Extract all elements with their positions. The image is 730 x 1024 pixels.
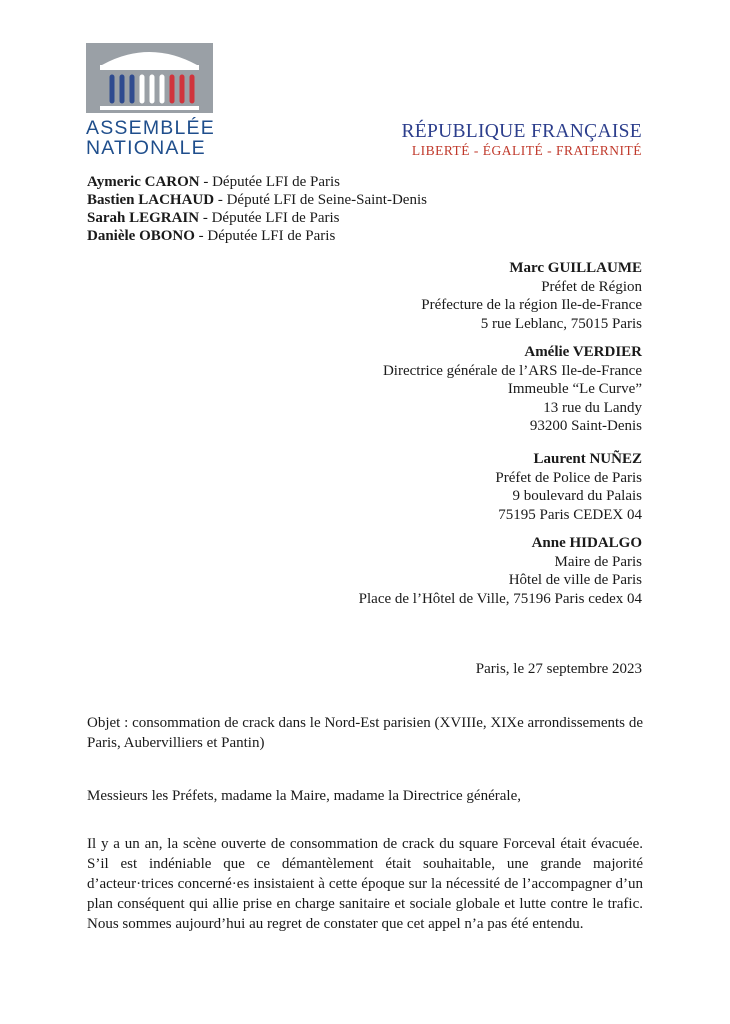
recipient-line: Immeuble “Le Curve”: [507, 381, 642, 397]
sender-role: - Députée LFI de Paris: [199, 174, 340, 190]
logo-line-1: ASSEMBLÉE: [86, 117, 215, 139]
sender-line: [87, 227, 427, 245]
recipient-line: Maire de Paris: [554, 553, 642, 570]
recipient-line: Préfet de Région: [541, 278, 642, 295]
republique-header: [401, 121, 642, 159]
recipient-line: Hôtel de ville de Paris: [508, 572, 642, 588]
sender-name: Bastien LACHAUD: [87, 192, 215, 208]
sender-role: - Députée LFI de Paris: [199, 210, 340, 226]
hemicycle-icon: [86, 43, 213, 113]
senders-block: [87, 173, 427, 245]
recipient-line: Préfet de Police de Paris: [495, 469, 642, 486]
recipient-line: 93200 Saint-Denis: [529, 418, 642, 434]
letter-salutation: Messieurs les Préfets, madame la Maire, madame la Directrice générale,: [87, 788, 521, 804]
recipient-block: [359, 534, 642, 608]
recipient-name: Marc GUILLAUME: [509, 260, 642, 276]
sender-role: - Député LFI de Seine-Saint-Denis: [214, 192, 427, 208]
sender-line: [87, 173, 427, 191]
logo-line-2: NATIONALE: [86, 137, 206, 159]
recipient-block: [421, 259, 642, 333]
sender-name: Danièle OBONO: [87, 228, 195, 244]
republique-title: RÉPUBLIQUE FRANÇAISE: [401, 121, 642, 142]
recipient-block: [383, 343, 642, 436]
letter-body-paragraph: Il y a un an, la scène ouverte de consommation de crack du square Forceval était évacuée. S’il est indéniable que ce démantèlement était souhaitable, une grande majorité d’acteur·trices concerné·es insistaient à cette époque sur la nécessité de l’accompagner d’un plan conséquent qui allie prise en charge sanitaire et sociale globale et lutte contre le trafic. Nous sommes aujourd’hui au regret de constater que cet appel n’a pas été entendu.: [87, 836, 643, 932]
assemblee-nationale-logo: [86, 43, 214, 158]
recipient-line: 9 boulevard du Palais: [512, 488, 642, 504]
recipient-name: Amélie VERDIER: [524, 344, 642, 360]
sender-line: [87, 209, 427, 227]
recipient-line: Directrice générale de l’ARS Ile-de-France: [382, 362, 642, 379]
recipient-line: Place de l’Hôtel de Ville, 75196 Paris cedex 04: [358, 590, 642, 607]
sender-line: [87, 191, 427, 209]
republique-motto: LIBERTÉ - ÉGALITÉ - FRATERNITÉ: [411, 143, 642, 158]
recipient-line: 5 rue Leblanc, 75015 Paris: [480, 315, 642, 332]
recipient-name: Laurent NUÑEZ: [533, 451, 642, 467]
sender-role: - Députée LFI de Paris: [194, 228, 336, 244]
hemicycle-emblem: [86, 43, 213, 113]
recipient-line: 13 rue du Landy: [543, 399, 642, 416]
letter-object: Objet : consommation de crack dans le Nord-Est parisien (XVIIIe, XIXe arrondissements de Paris, Aubervilliers et Pantin): [87, 715, 643, 751]
letter-date: Paris, le 27 septembre 2023: [475, 661, 642, 677]
sender-name: Sarah LEGRAIN: [87, 210, 200, 226]
recipient-line: Préfecture de la région Ile-de-France: [421, 297, 642, 313]
recipient-name: Anne HIDALGO: [531, 535, 642, 551]
sender-name: Aymeric CARON: [87, 174, 200, 190]
recipient-block: [495, 450, 642, 524]
recipient-line: 75195 Paris CEDEX 04: [498, 506, 642, 523]
